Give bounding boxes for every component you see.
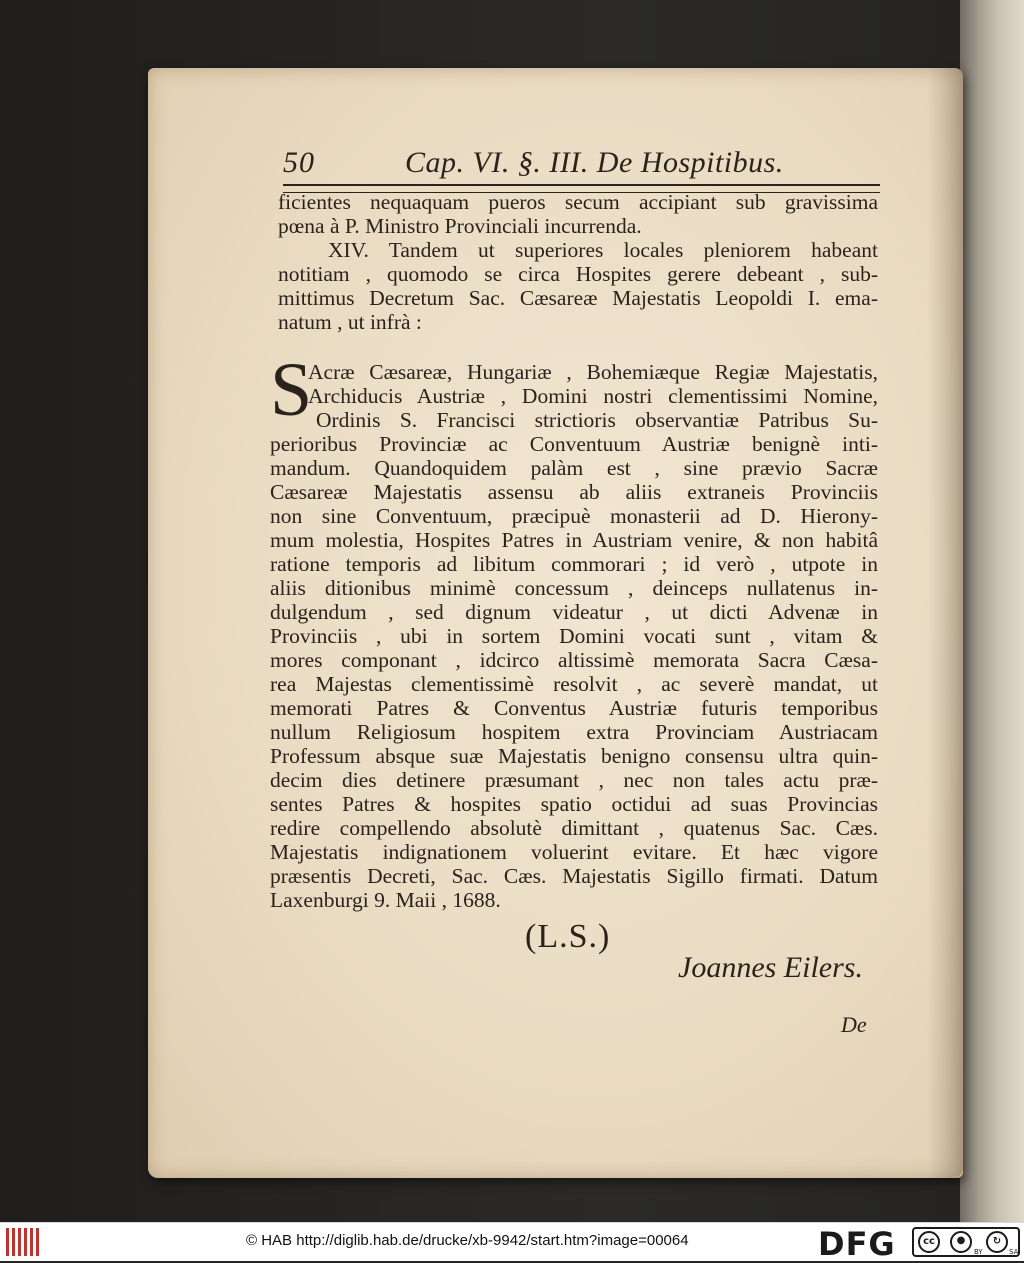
next-page-edge (960, 0, 1024, 1222)
hab-logo-icon (6, 1228, 40, 1256)
decree-line: perioribus Provinciæ ac Conventuum Austriæ benignè inti- (270, 432, 878, 456)
decree-line: mandum. Quandoquidem palàm est , sine prævio Sacræ (270, 456, 878, 480)
decree-line: Ordinis S. Francisci strictioris observantiæ Patribus Su- (316, 408, 878, 432)
by-attribution-icon: ● (950, 1231, 972, 1253)
signature: Joannes Eilers. (678, 951, 863, 984)
sa-label: SA (1009, 1248, 1019, 1256)
page-number: 50 (283, 146, 315, 179)
drop-cap: S (270, 348, 313, 432)
decree-line: Laxenburgi 9. Maii , 1688. (270, 888, 501, 912)
decree-line: mores componant , idcirco altissimè memorata Sacra Cæsa- (270, 648, 878, 672)
footer-bar (0, 1222, 1024, 1261)
body-line: ficientes nequaquam pueros secum accipiant sub gravissima (278, 190, 878, 214)
seal-mark: (L.S.) (525, 918, 611, 955)
dfg-logo: DFG (818, 1225, 896, 1263)
catchword: De (841, 1012, 867, 1037)
decree-line: Professum absque suæ Majestatis benigno consensu ultra quin- (270, 744, 878, 768)
decree-line: rea Majestas clementissimè resolvit , ac severè mandat, ut (270, 672, 878, 696)
book-page (148, 68, 963, 1178)
decree-line: mum molestia, Hospites Patres in Austriam venire, & non habitâ (270, 528, 878, 552)
copyright-link[interactable]: © HAB http://diglib.hab.de/drucke/xb-9942/start.htm?image=00064 (246, 1232, 689, 1249)
body-line: mittimus Decretum Sac. Cæsareæ Majestatis Leopoldi I. ema- (278, 286, 878, 310)
cc-icon: cc (918, 1231, 940, 1253)
by-label: BY (974, 1248, 983, 1256)
share-alike-icon: ↻ (986, 1231, 1008, 1253)
decree-line: Archiducis Austriæ , Domini nostri clementissimi Nomine, (308, 384, 878, 408)
body-line: natum , ut infrà : (278, 310, 422, 334)
decree-line: non sine Conventuum, præcipuè monasterii ad D. Hierony- (270, 504, 878, 528)
decree-line: nullum Religiosum hospitem extra Provinciam Austriacam (270, 720, 878, 744)
decree-line: Majestatis indignationem voluerint evitare. Et hæc vigore (270, 840, 878, 864)
running-head (283, 146, 883, 182)
decree-line: Acræ Cæsareæ, Hungariæ , Bohemiæque Regiæ Majestatis, (308, 360, 878, 384)
cc-license-badge[interactable] (912, 1227, 1020, 1257)
body-line: notitiam , quomodo se circa Hospites gerere debeant , sub- (278, 262, 878, 286)
body-line: XIV. Tandem ut superiores locales pleniorem habeant (328, 238, 878, 262)
decree-line: sentes Patres & hospites spatio octidui ad suas Provincias (270, 792, 878, 816)
decree-line: præsentis Decreti, Sac. Cæs. Majestatis Sigillo firmati. Datum (270, 864, 878, 888)
decree-line: Cæsareæ Majestatis assensu ab aliis extraneis Provinciis (270, 480, 878, 504)
header-title: Cap. VI. §. III. De Hospitibus. (405, 146, 784, 179)
decree-line: memorati Patres & Conventus Austriæ futuris temporibus (270, 696, 878, 720)
decree-line: Provinciis , ubi in sortem Domini vocati sunt , vitam & (270, 624, 878, 648)
decree-line: aliis ditionibus minimè concessum , deinceps nullatenus in- (270, 576, 878, 600)
page-edge-shadow (927, 68, 963, 1178)
decree-line: decim dies detinere præsumant , nec non tales actu præ- (270, 768, 878, 792)
body-line: pœna à P. Ministro Provinciali incurrenda. (278, 214, 642, 238)
decree-line: redire compellendo absolutè dimittant , quatenus Sac. Cæs. (270, 816, 878, 840)
decree-line: dulgendum , sed dignum videatur , ut dicti Advenæ in (270, 600, 878, 624)
decree-line: ratione temporis ad libitum commorari ; id verò , utpote in (270, 552, 878, 576)
